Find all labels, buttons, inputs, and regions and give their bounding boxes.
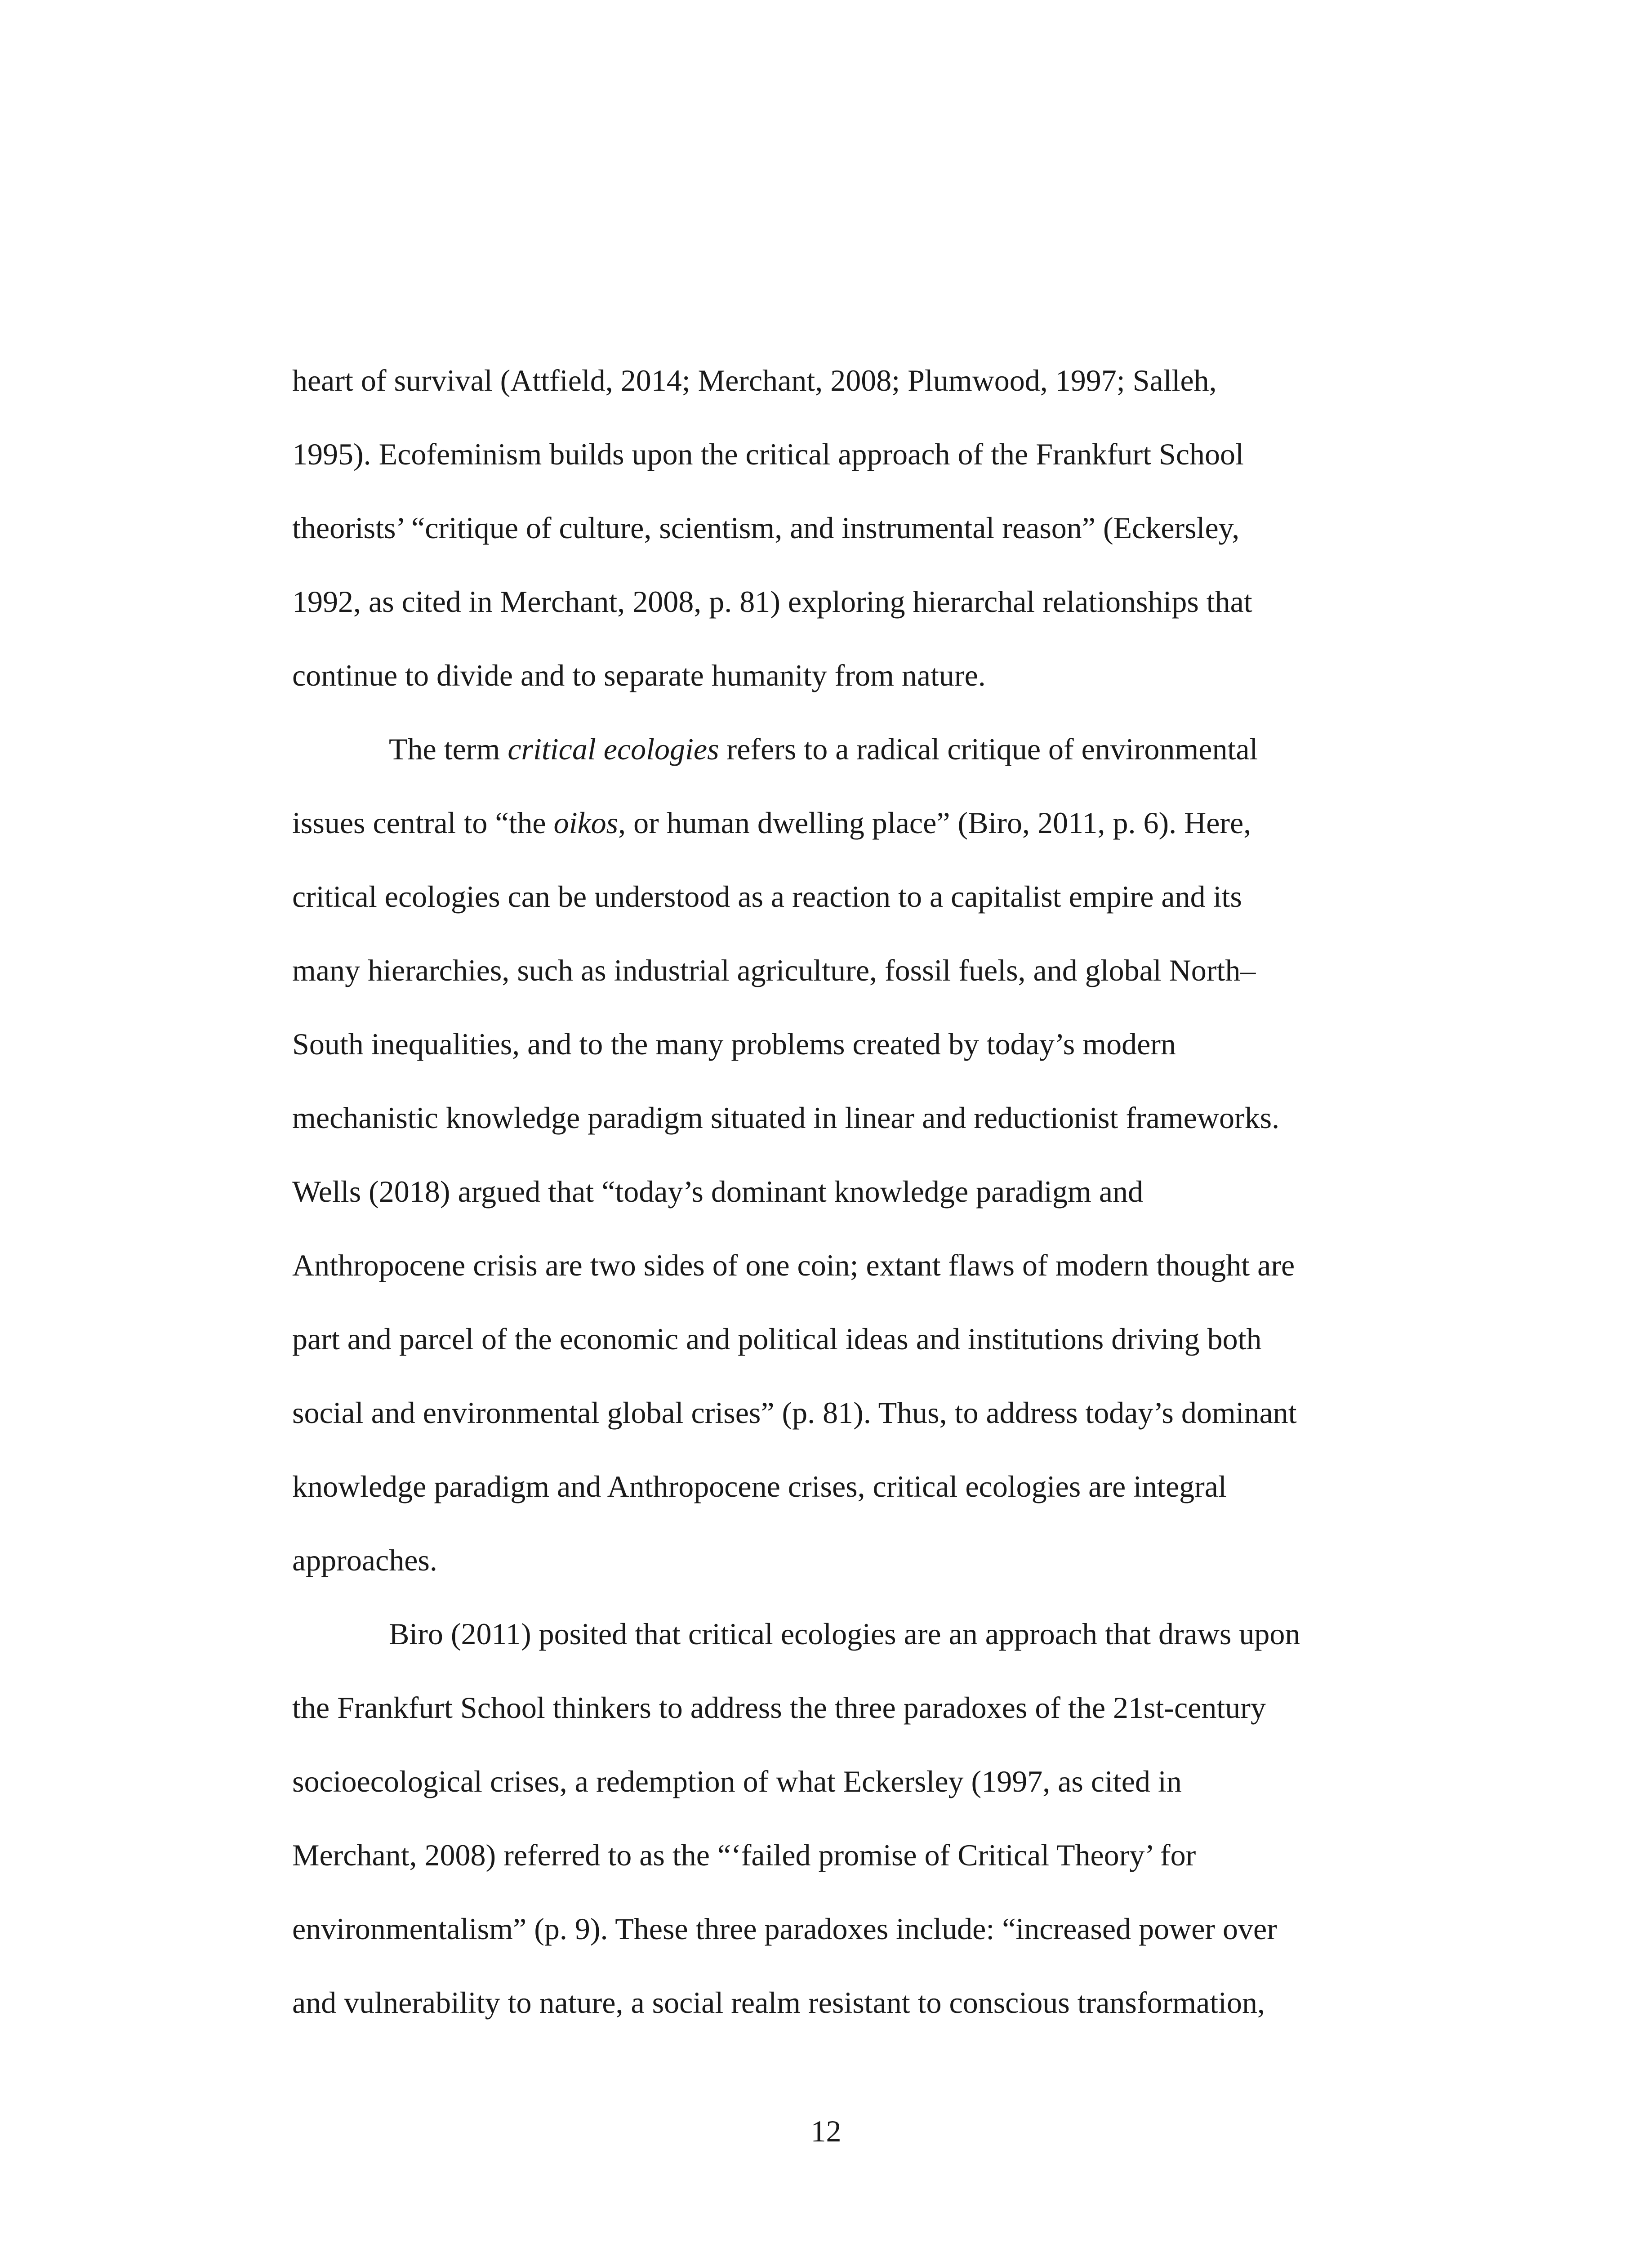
text-line: Merchant, 2008) referred to as the “‘failed promise of Critical Theory’ for: [292, 1838, 1196, 1872]
italic-term: critical ecologies: [508, 732, 719, 766]
page-number: 12: [810, 2114, 842, 2148]
text-line: heart of survival (Attfield, 2014; Merchant, 2008; Plumwood, 1997; Salleh,: [292, 363, 1217, 397]
text-segment: , or human dwelling place” (Biro, 2011, p. 6). Here,: [618, 806, 1251, 840]
text-line: Anthropocene crisis are two sides of one coin; extant flaws of modern thought are: [292, 1248, 1295, 1282]
text-segment: The term: [389, 732, 508, 766]
italic-term: oikos: [553, 806, 619, 840]
text-line: South inequalities, and to the many problems created by today’s modern: [292, 1027, 1176, 1061]
text-line: social and environmental global crises” (p. 81). Thus, to address today’s dominant: [292, 1396, 1297, 1430]
text-line: many hierarchies, such as industrial agriculture, fossil fuels, and global North–: [292, 953, 1256, 987]
text-line: socioecological crises, a redemption of what Eckersley (1997, as cited in: [292, 1764, 1182, 1798]
text-line: [389, 731, 1258, 767]
text-line: [292, 805, 1251, 841]
text-line: Biro (2011) posited that critical ecologies are an approach that draws upon: [389, 1617, 1300, 1651]
text-line: part and parcel of the economic and political ideas and institutions driving both: [292, 1322, 1262, 1356]
text-segment: refers to a radical critique of environmental: [719, 732, 1258, 766]
text-segment: issues central to “the: [292, 806, 554, 840]
text-line: theorists’ “critique of culture, scientism, and instrumental reason” (Eckersley,: [292, 511, 1240, 545]
text-line: critical ecologies can be understood as a reaction to a capitalist empire and its: [292, 879, 1242, 914]
text-line: the Frankfurt School thinkers to address the three paradoxes of the 21st-century: [292, 1690, 1266, 1725]
text-line: Wells (2018) argued that “today’s dominant knowledge paradigm and: [292, 1174, 1144, 1209]
text-line: 1992, as cited in Merchant, 2008, p. 81) exploring hierarchal relationships that: [292, 584, 1252, 619]
text-line: mechanistic knowledge paradigm situated in linear and reductionist frameworks.: [292, 1101, 1280, 1135]
text-line: continue to divide and to separate humanity from nature.: [292, 658, 986, 692]
text-line: knowledge paradigm and Anthropocene crises, critical ecologies are integral: [292, 1469, 1227, 1503]
text-line: and vulnerability to nature, a social realm resistant to conscious transformation,: [292, 1985, 1265, 2020]
text-line: approaches.: [292, 1543, 437, 1577]
text-line: environmentalism” (p. 9). These three paradoxes include: “increased power over: [292, 1912, 1277, 1946]
text-line: 1995). Ecofeminism builds upon the critical approach of the Frankfurt School: [292, 437, 1244, 471]
